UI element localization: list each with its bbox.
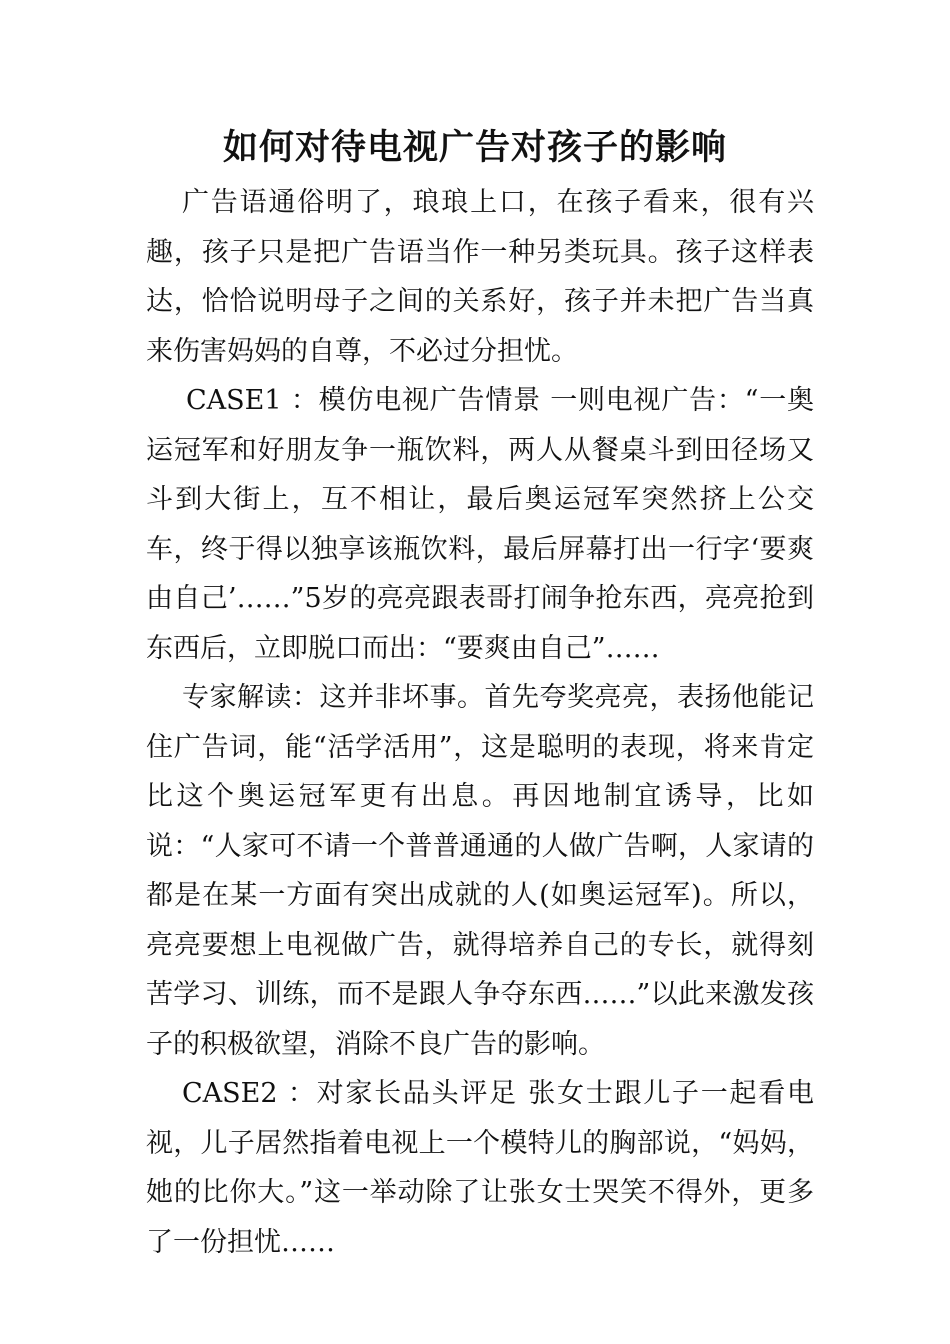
paragraph-case1: CASE1 ：模仿电视广告情景 一则电视广告：“一奥运冠军和好朋友争一瓶饮料，两人从餐桌斗到田径场又斗到大街上，互不相让，最后奥运冠军突然挤上公交车，终于得以独享该瓶饮料，最后屏幕打出一行字‘要爽由自己’……”5岁的亮亮跟表哥打闹争抢东西，亮亮抢到东西后，立即脱口而出：“要爽由自己”…… (146, 385, 814, 664)
document-body (146, 178, 814, 1267)
document-title: 如何对待电视广告对孩子的影响 (222, 127, 727, 168)
paragraph-intro: 广告语通俗明了，琅琅上口，在孩子看来，很有兴趣，孩子只是把广告语当作一种另类玩具。孩子这样表达，恰恰说明母子之间的关系好，孩子并未把广告当真来伤害妈妈的自尊，不必过分担忧。 (146, 187, 814, 367)
paragraph-case2: CASE2 ：对家长品头评足 张女士跟儿子一起看电视，儿子居然指着电视上一个模特儿的胸部说，“妈妈，她的比你大。”这一举动除了让张女士哭笑不得外，更多了一份担忧…… (146, 1078, 814, 1258)
paragraph-expert-analysis: 专家解读：这并非坏事。首先夸奖亮亮，表扬他能记住广告词，能“活学活用”，这是聪明的表现，将来肯定比这个奥运冠军更有出息。再因地制宜诱导，比如说：“人家可不请一个普普通通的人做广告啊，人家请的都是在某一方面有突出成就的人(如奥运冠军)。所以，亮亮要想上电视做广告，就得培养自己的专长，就得刻苦学习、训练，而不是跟人争夺东西……”以此来激发孩子的积极欲望，消除不良广告的影响。 (146, 682, 814, 1060)
